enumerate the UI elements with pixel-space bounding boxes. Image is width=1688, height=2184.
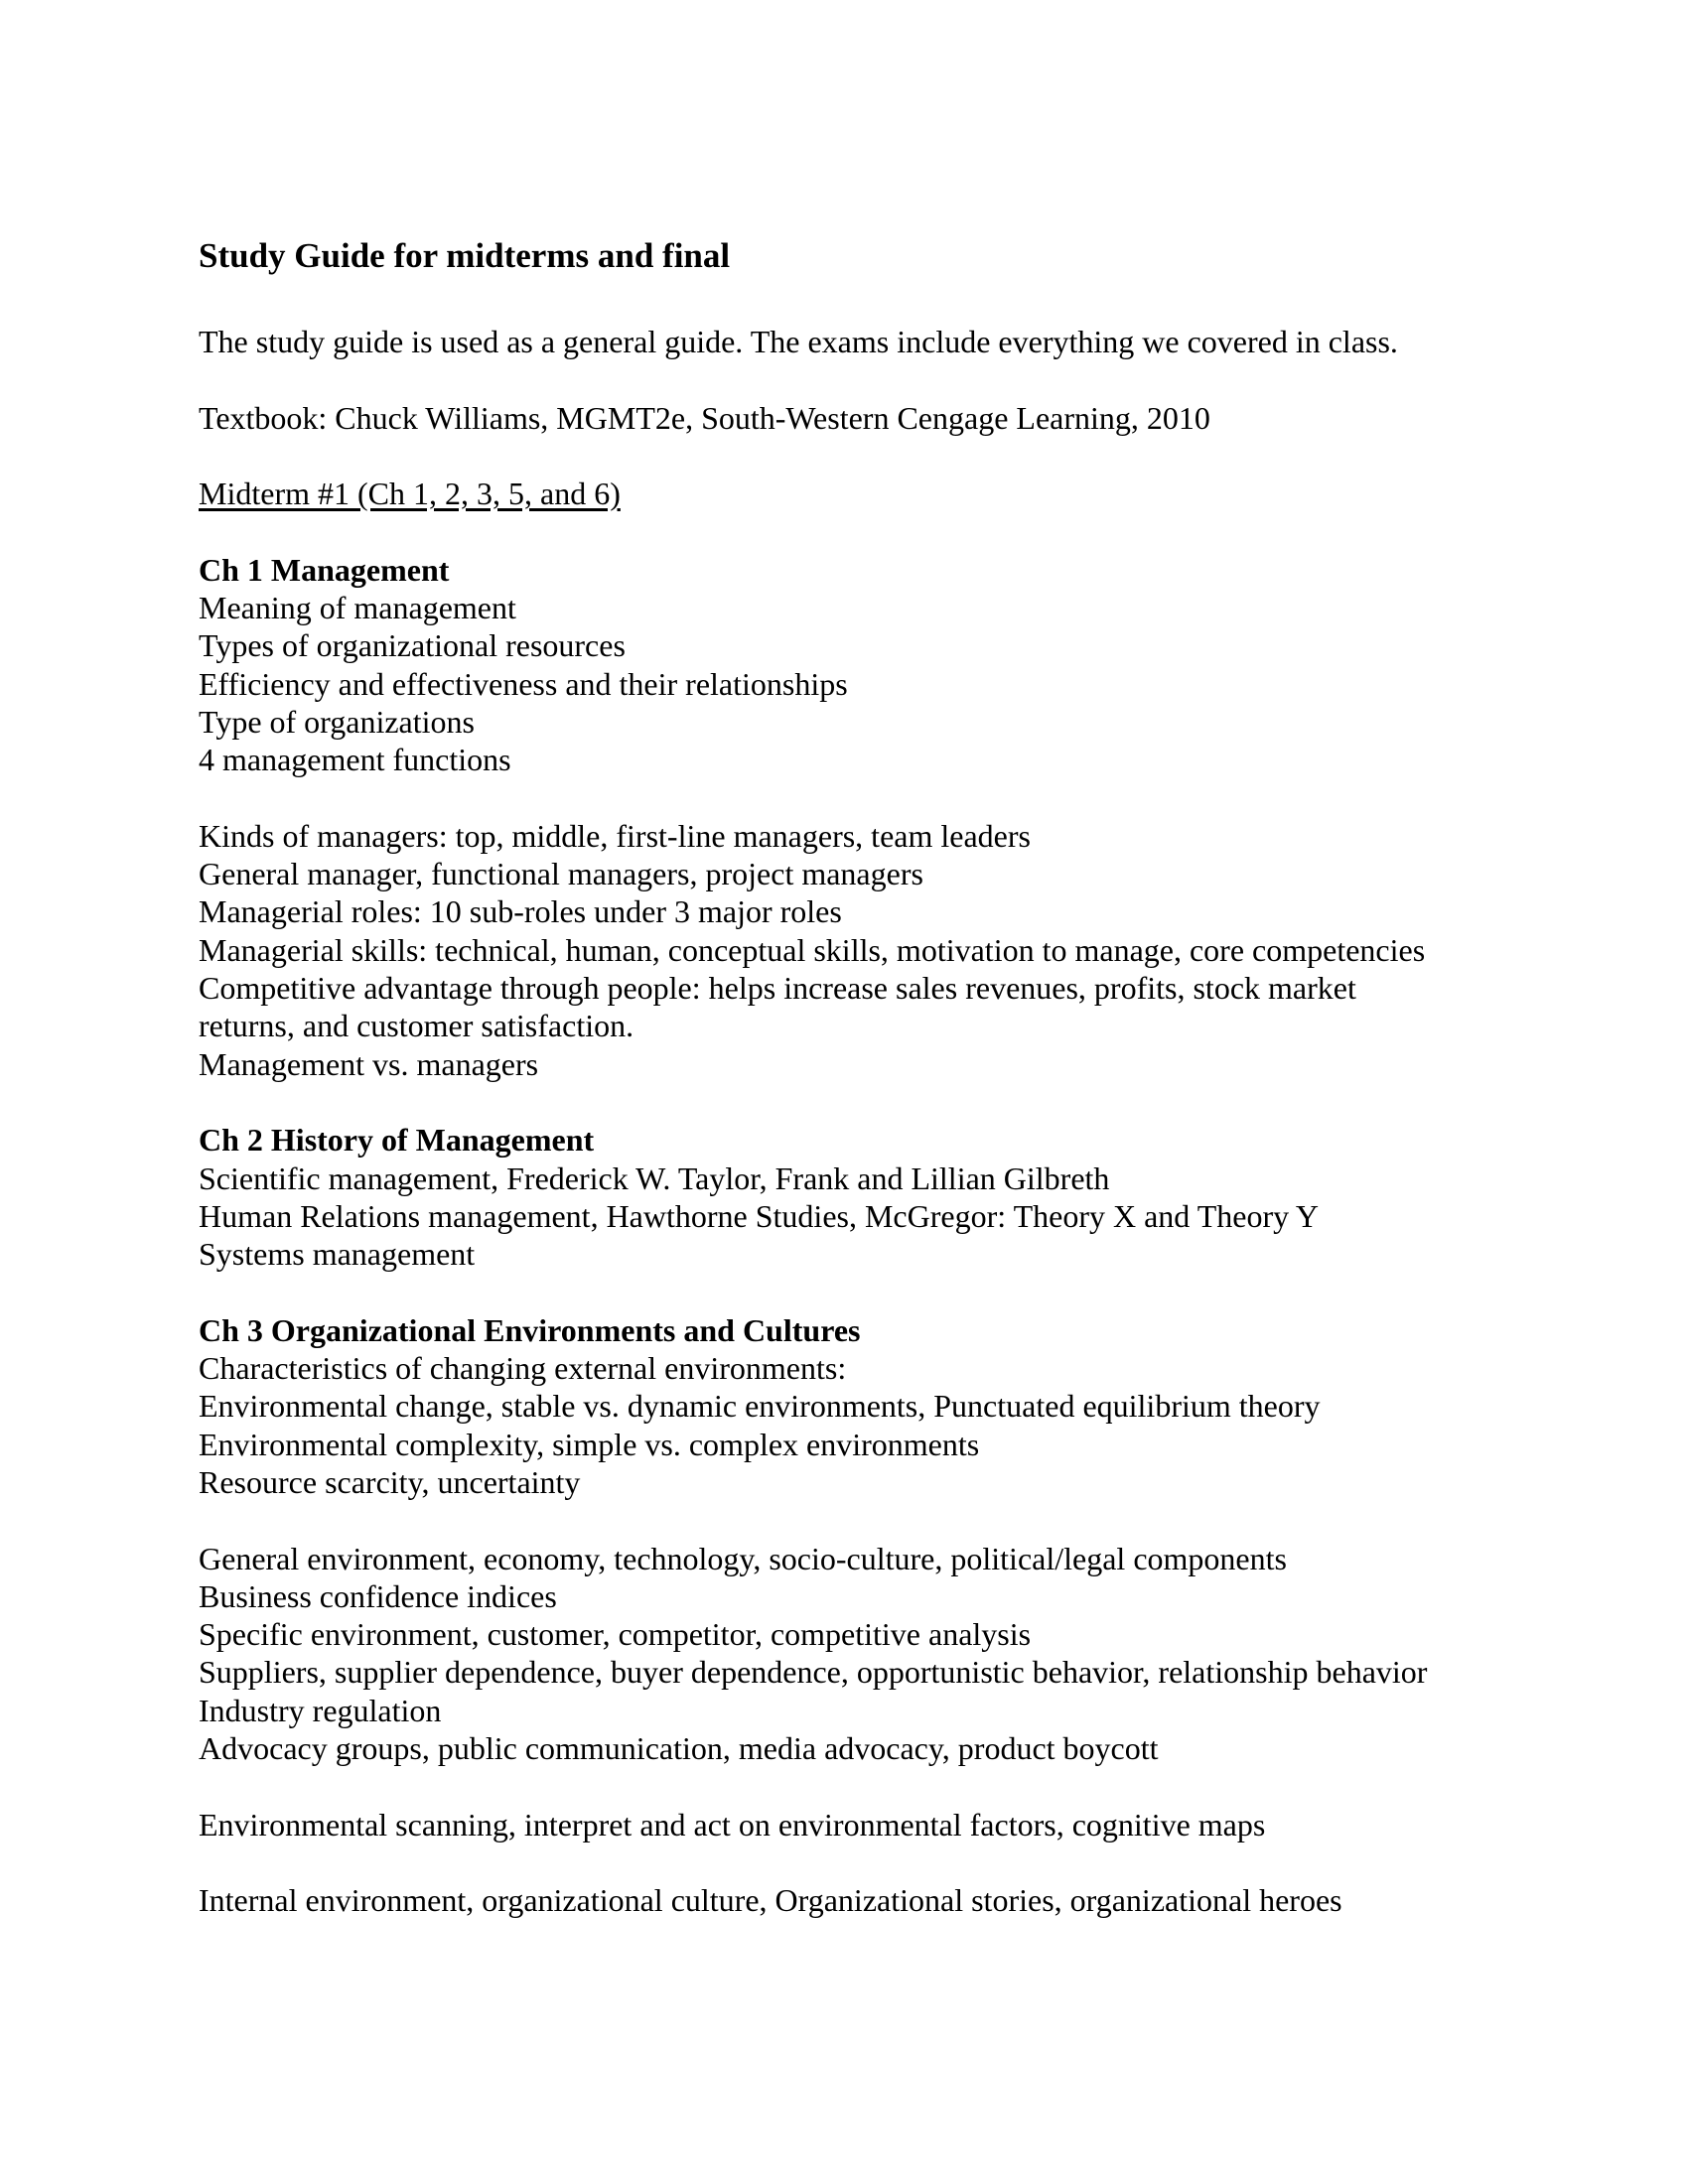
list-item: Efficiency and effectiveness and their relationships	[199, 665, 848, 702]
list-item: Resource scarcity, uncertainty	[199, 1463, 581, 1500]
section-heading: Ch 3 Organizational Environments and Cultures	[199, 1311, 861, 1348]
list-item-continuation: returns, and customer satisfaction.	[199, 1008, 634, 1044]
midterm-heading: Midterm #1 (Ch 1, 2, 3, 5, and 6)	[199, 476, 621, 512]
list-item: Human Relations management, Hawthorne Studies, McGregor: Theory X and Theory Y	[199, 1197, 1320, 1234]
list-item: Meaning of management	[199, 590, 516, 626]
spacer	[199, 1501, 1427, 1539]
textbook-line: Textbook: Chuck Williams, MGMT2e, South-Western Cengage Learning, 2010	[199, 399, 1210, 436]
list-item: Environmental change, stable vs. dynamic environments, Punctuated equilibrium theory	[199, 1388, 1321, 1425]
list-item: Business confidence indices	[199, 1577, 557, 1614]
list-item: Industry regulation	[199, 1692, 442, 1728]
spacer	[199, 360, 1427, 398]
intro-paragraph: The study guide is used as a general guide. The exams include everything we covered in class.	[199, 324, 1398, 359]
spacer	[199, 437, 1427, 475]
spacer	[199, 512, 1427, 550]
list-item: Environmental complexity, simple vs. complex environments	[199, 1426, 980, 1462]
list-item: 4 management functions	[199, 742, 511, 778]
spacer	[199, 779, 1427, 817]
list-item: Systems management	[199, 1236, 476, 1273]
list-item: Characteristics of changing external environments:	[199, 1350, 847, 1387]
list-item: Competitive advantage through people: helps increase sales revenues, profits, stock market	[199, 970, 1356, 1007]
section-heading: Ch 1 Management	[199, 551, 450, 588]
list-item: Environmental scanning, interpret and act on environmental factors, cognitive maps	[199, 1806, 1266, 1843]
list-item: Types of organizational resources	[199, 627, 626, 664]
document-body	[199, 323, 1427, 1919]
section-heading: Ch 2 History of Management	[199, 1122, 595, 1159]
list-item: Type of organizations	[199, 703, 475, 740]
list-item: Scientific management, Frederick W. Taylor, Frank and Lillian Gilbreth	[199, 1160, 1110, 1196]
list-item: Management vs. managers	[199, 1045, 539, 1082]
list-item: Advocacy groups, public communication, media advocacy, product boycott	[199, 1729, 1159, 1766]
list-item: General manager, functional managers, project managers	[199, 856, 923, 892]
section-ch3	[199, 1311, 1427, 1920]
document-title: Study Guide for midterms and final	[199, 236, 731, 275]
section-ch1	[199, 551, 1427, 1083]
list-item: Internal environment, organizational culture, Organizational stories, organizational heroes	[199, 1882, 1342, 1919]
spacer	[199, 1767, 1427, 1805]
spacer	[199, 1843, 1427, 1881]
list-item: Managerial skills: technical, human, conceptual skills, motivation to manage, core competencies	[199, 931, 1426, 968]
list-item: Suppliers, supplier dependence, buyer dependence, opportunistic behavior, relationship behavior	[199, 1654, 1428, 1691]
list-item: Kinds of managers: top, middle, first-line managers, team leaders	[199, 817, 1031, 854]
list-item: Managerial roles: 10 sub-roles under 3 major roles	[199, 893, 842, 930]
spacer	[199, 1083, 1427, 1121]
list-item: General environment, economy, technology, socio-culture, political/legal components	[199, 1540, 1287, 1576]
section-ch2	[199, 1121, 1427, 1273]
spacer	[199, 1273, 1427, 1310]
list-item: Specific environment, customer, competitor, competitive analysis	[199, 1616, 1032, 1653]
